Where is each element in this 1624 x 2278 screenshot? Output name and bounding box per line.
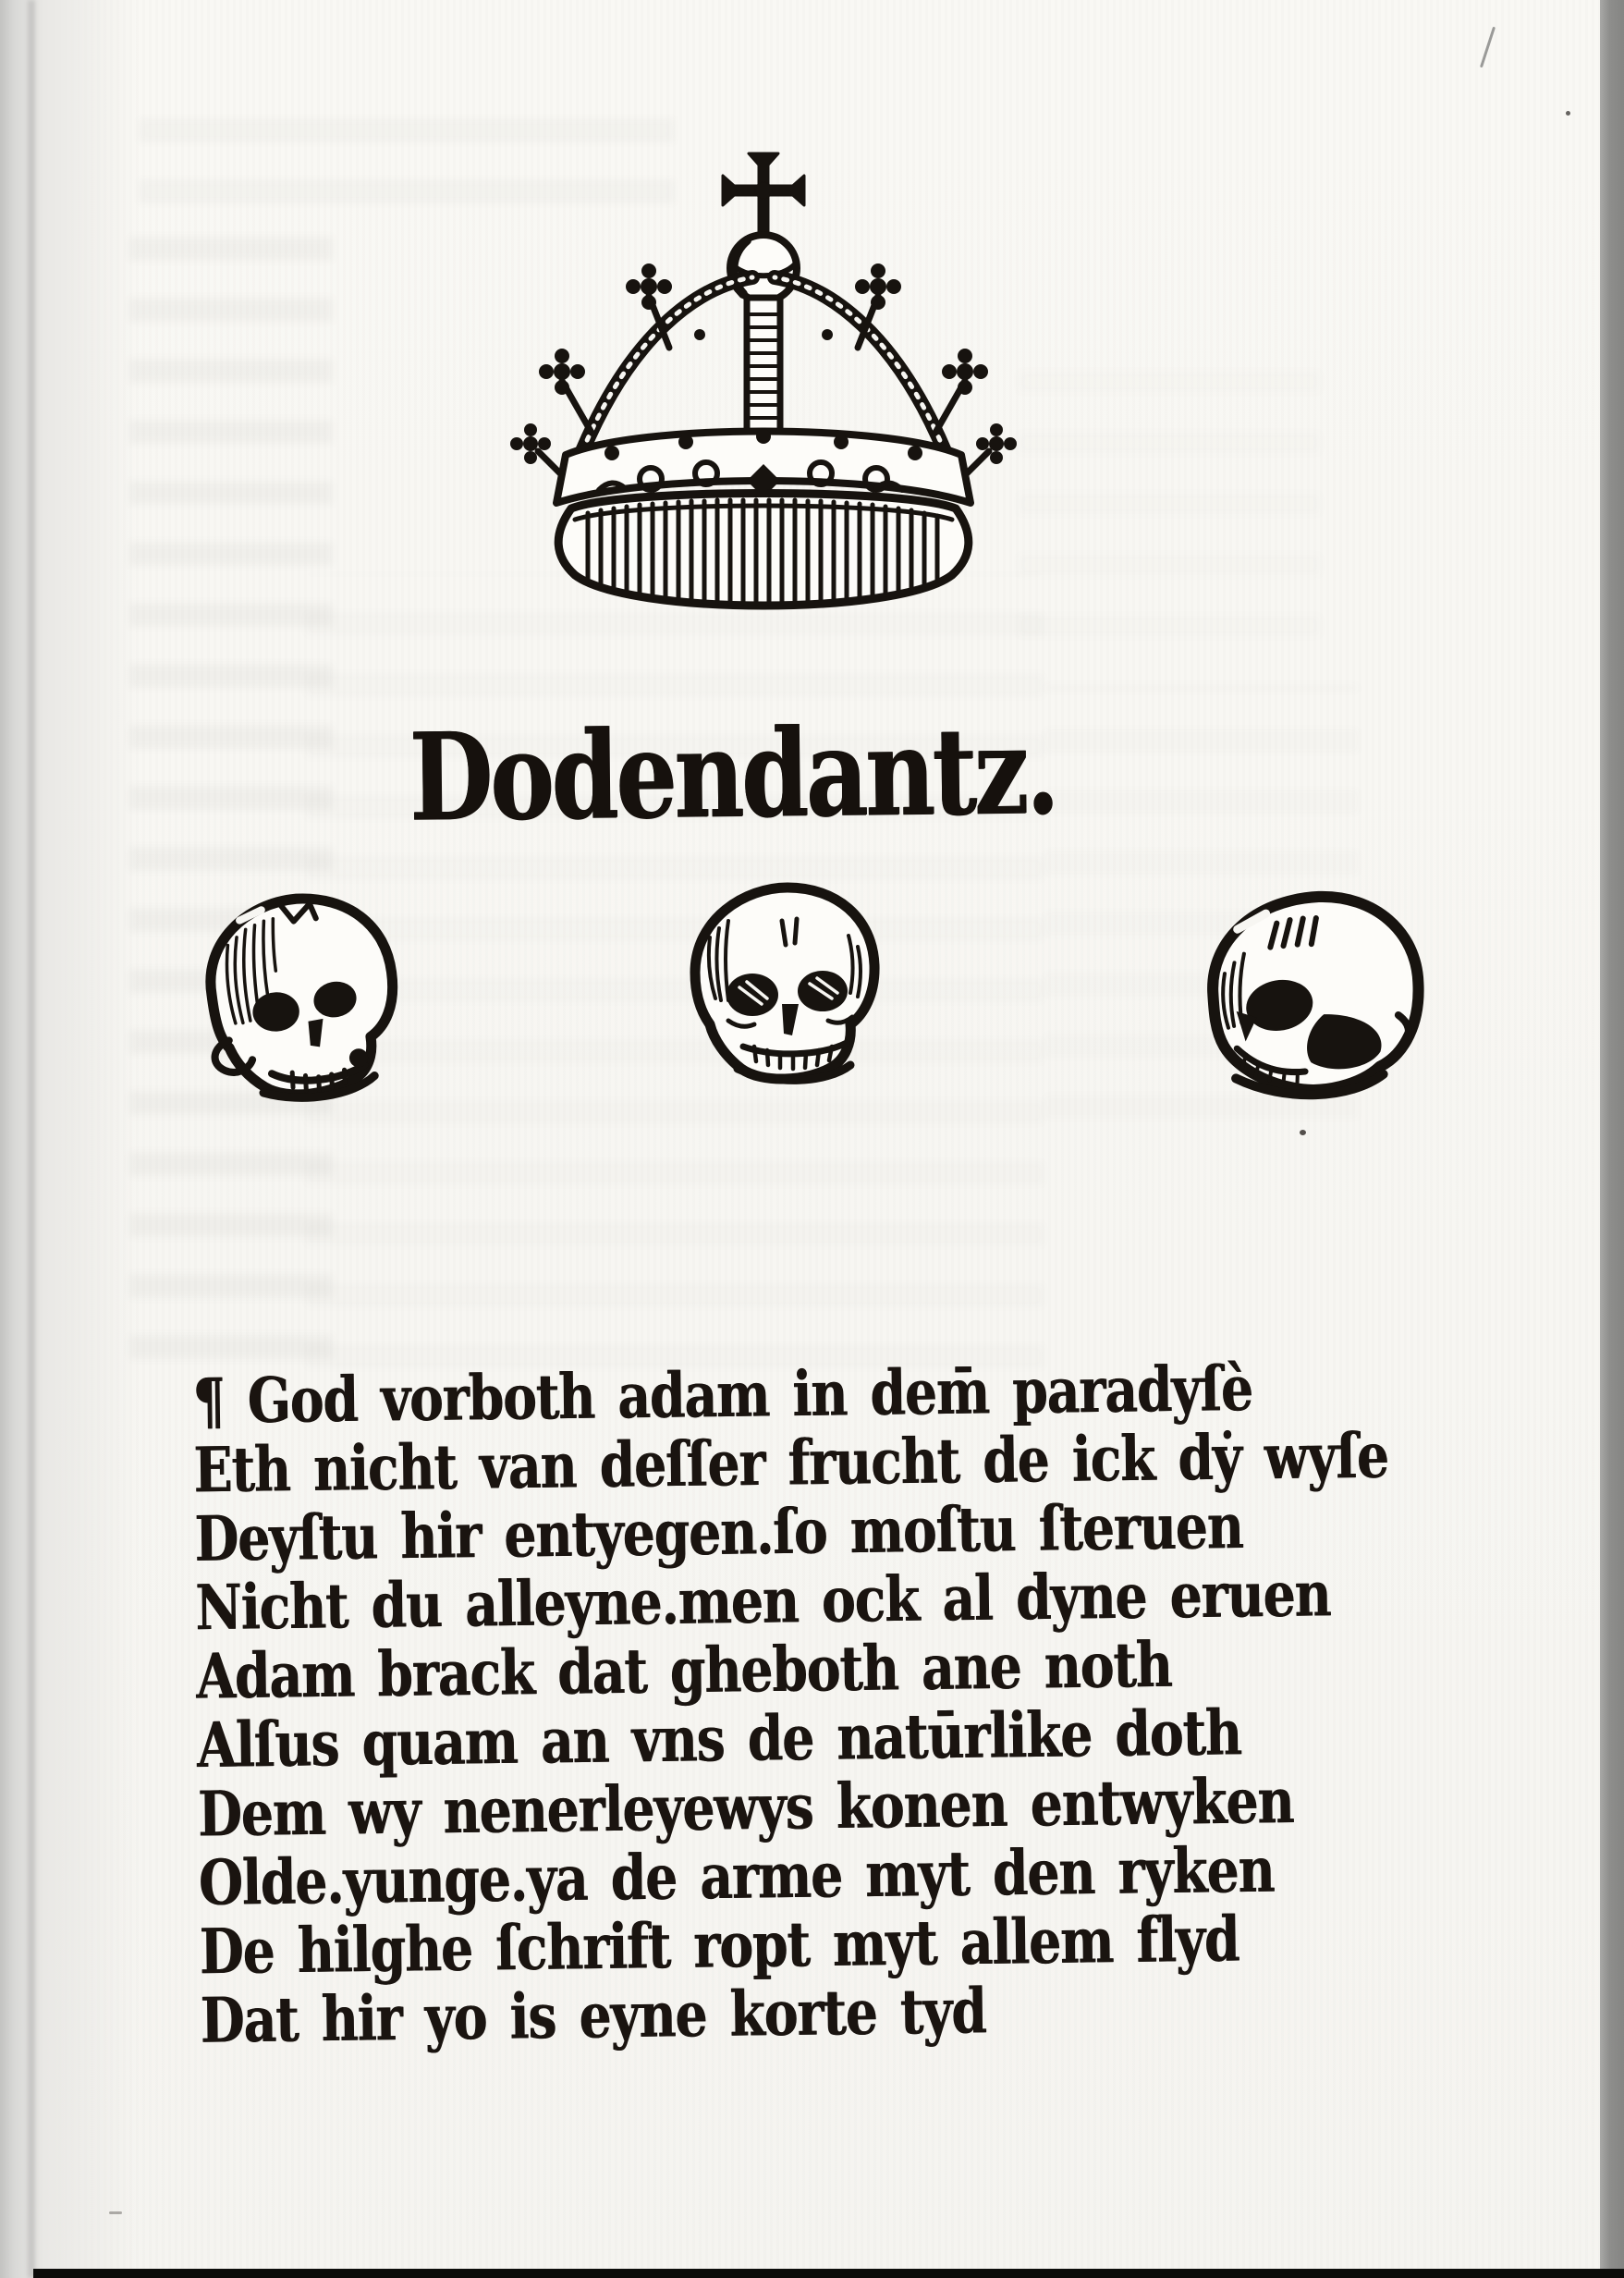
scan-edge-bottom-band [33,2269,1624,2278]
skull-woodcut-center [664,867,904,1106]
page-title: Dodendantz. [408,699,1057,849]
poem-line: De hilghe ſchrift ropt myt allem flyd [199,1902,1239,1989]
ink-speck [1300,1130,1306,1135]
poem-line: Eth nicht van deſſer frucht de ick dẏ wyſe [192,1418,1389,1507]
poem-line: Dem wy nenerleyewys konen entwyken [197,1763,1294,1851]
poem-line: Deyſtu hir entyegen.ſo moſtu ſteruen [193,1488,1244,1575]
scan-edge-right-band [1600,0,1624,2278]
poem-line: Alſus quam an vns de natūrlike doth [196,1695,1242,1782]
skull-woodcut-left [170,874,430,1120]
ink-speck [1566,111,1570,116]
page-gutter-shadow [0,0,148,2278]
scan-corner-mark [1480,27,1496,68]
poem-line: Adam brack dat gheboth ane noth [195,1627,1173,1713]
poem-line: Olde.yunge.ya de arme myt den ryken [198,1832,1275,1919]
ink-speck [109,2211,122,2214]
poem-line: Dat hir yo is eyne korte tyd [200,1973,986,2057]
poem-line: Nicht du alleyne.men ock al dyne eruen [194,1556,1331,1645]
crown-woodcut-illustration [510,139,1017,631]
bleedthrough-smudge [1017,333,1322,638]
page-gutter-crease [28,0,35,2278]
skull-woodcut-right [1181,868,1441,1117]
poem-block [191,1351,1395,2057]
bleedthrough-smudge [129,222,333,1359]
poem-line: ¶ God vorboth adam in dem̄ paradyſè [191,1351,1253,1438]
